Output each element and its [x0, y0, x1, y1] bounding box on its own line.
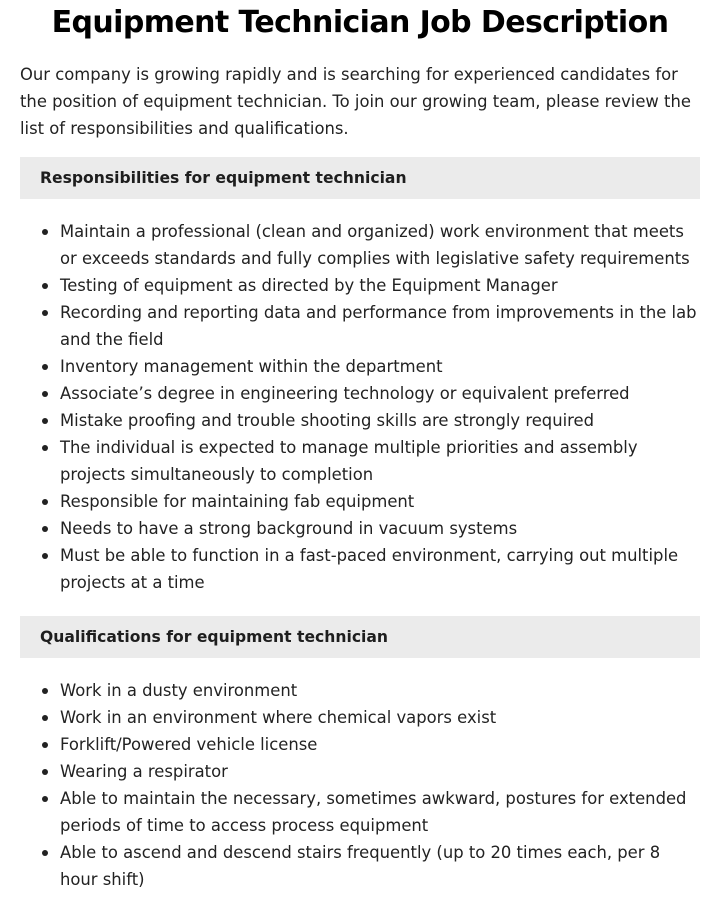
list-item: Wearing a respirator — [60, 758, 700, 785]
list-item: Mistake proofing and trouble shooting skills are strongly required — [60, 407, 700, 434]
list-item: Able to maintain the necessary, sometimes awkward, postures for extended periods of time to access process equipment — [60, 785, 700, 839]
list-item: Responsible for maintaining fab equipment — [60, 488, 700, 515]
qualifications-heading: Qualifications for equipment technician — [20, 616, 700, 658]
qualifications-list — [20, 677, 700, 893]
responsibilities-heading: Responsibilities for equipment technician — [20, 157, 700, 199]
list-item: The individual is expected to manage multiple priorities and assembly projects simultaneously to completion — [60, 434, 700, 488]
list-item: Work in a dusty environment — [60, 677, 700, 704]
list-item: Must be able to function in a fast-paced environment, carrying out multiple projects at a time — [60, 542, 700, 596]
list-item: Inventory management within the department — [60, 353, 700, 380]
list-item: Associate’s degree in engineering technology or equivalent preferred — [60, 380, 700, 407]
list-item: Recording and reporting data and performance from improvements in the lab and the field — [60, 299, 700, 353]
intro-paragraph: Our company is growing rapidly and is searching for experienced candidates for the position of equipment technician. To join our growing team, please review the list of responsibilities and qualifications. — [20, 65, 691, 138]
list-item: Able to ascend and descend stairs frequently (up to 20 times each, per 8 hour shift) — [60, 839, 700, 893]
page-title: Equipment Technician Job Description — [51, 5, 669, 40]
responsibilities-list — [20, 218, 700, 596]
list-item: Work in an environment where chemical vapors exist — [60, 704, 700, 731]
list-item: Forklift/Powered vehicle license — [60, 731, 700, 758]
list-item: Needs to have a strong background in vacuum systems — [60, 515, 700, 542]
list-item: Testing of equipment as directed by the Equipment Manager — [60, 272, 700, 299]
list-item: Maintain a professional (clean and organized) work environment that meets or exceeds standards and fully complies with legislative safety requirements — [60, 218, 700, 272]
